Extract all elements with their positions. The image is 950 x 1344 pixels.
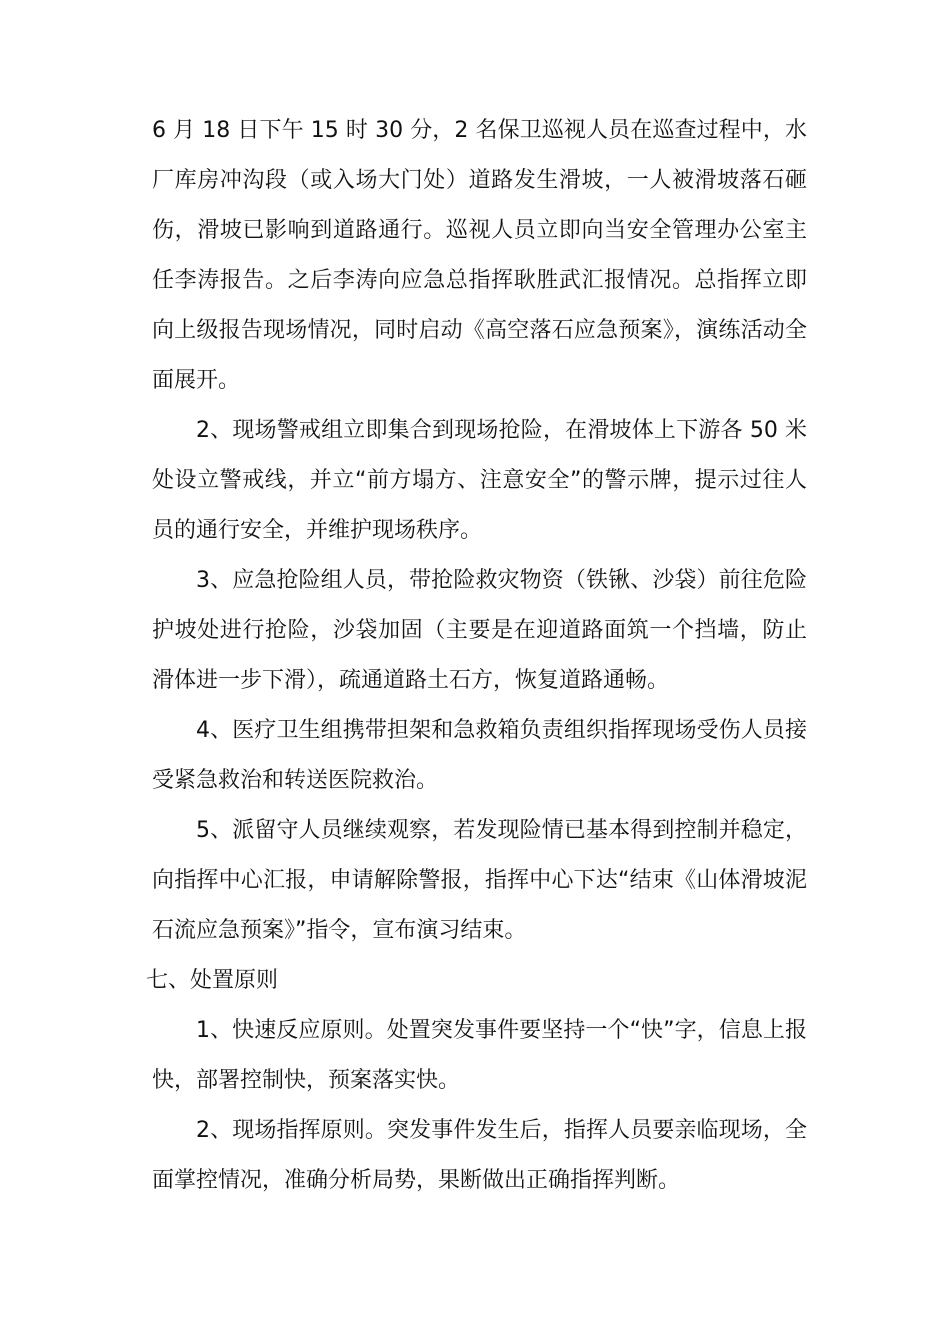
document-body [146, 106, 807, 1206]
paragraph-step-3-rescue: 3、应急抢险组人员，带抢险救灾物资（铁锹、沙袋）前往危险护坡处进行抢险，沙袋加固（主要是在迎道路面筑一个挡墙，防止滑体进一步下滑），疏通道路土石方，恢复道路通畅。 [152, 568, 807, 693]
paragraph-principle-2: 2、现场指挥原则。突发事件发生后，指挥人员要亲临现场，全面掌控情况，准确分析局势，果断做出正确指挥判断。 [152, 1118, 807, 1193]
paragraph-principle-1: 1、快速反应原则。处置突发事件要坚持一个“快”字，信息上报快，部署控制快，预案落实快。 [152, 1018, 807, 1093]
paragraph-step-2-cordon: 2、现场警戒组立即集合到现场抢险，在滑坡体上下游各 50 米处设立警戒线，并立“前方塌方、注意安全”的警示牌，提示过往人员的通行安全，并维护现场秩序。 [152, 418, 807, 543]
section-heading-principles: 七、处置原则 [146, 968, 279, 993]
paragraph-step-5-conclude: 5、派留守人员继续观察，若发现险情已基本得到控制并稳定，向指挥中心汇报，申请解除警报，指挥中心下达“结束《山体滑坡泥石流应急预案》”指令，宣布演习结束。 [152, 818, 807, 943]
paragraph-step-4-medical: 4、医疗卫生组携带担架和急救箱负责组织指挥现场受伤人员接受紧急救治和转送医院救治。 [152, 718, 807, 793]
paragraph-incident-report: 6 月 18 日下午 15 时 30 分，2 名保卫巡视人员在巡查过程中，水厂库房冲沟段（或入场大门处）道路发生滑坡，一人被滑坡落石砸伤，滑坡已影响到道路通行。巡视人员立即向当安全管理办公室主任李涛报告。之后李涛向应急总指挥耿胜武汇报情况。总指挥立即向上级报告现场情况，同时启动《高空落石应急预案》，演练活动全面展开。 [152, 118, 807, 393]
